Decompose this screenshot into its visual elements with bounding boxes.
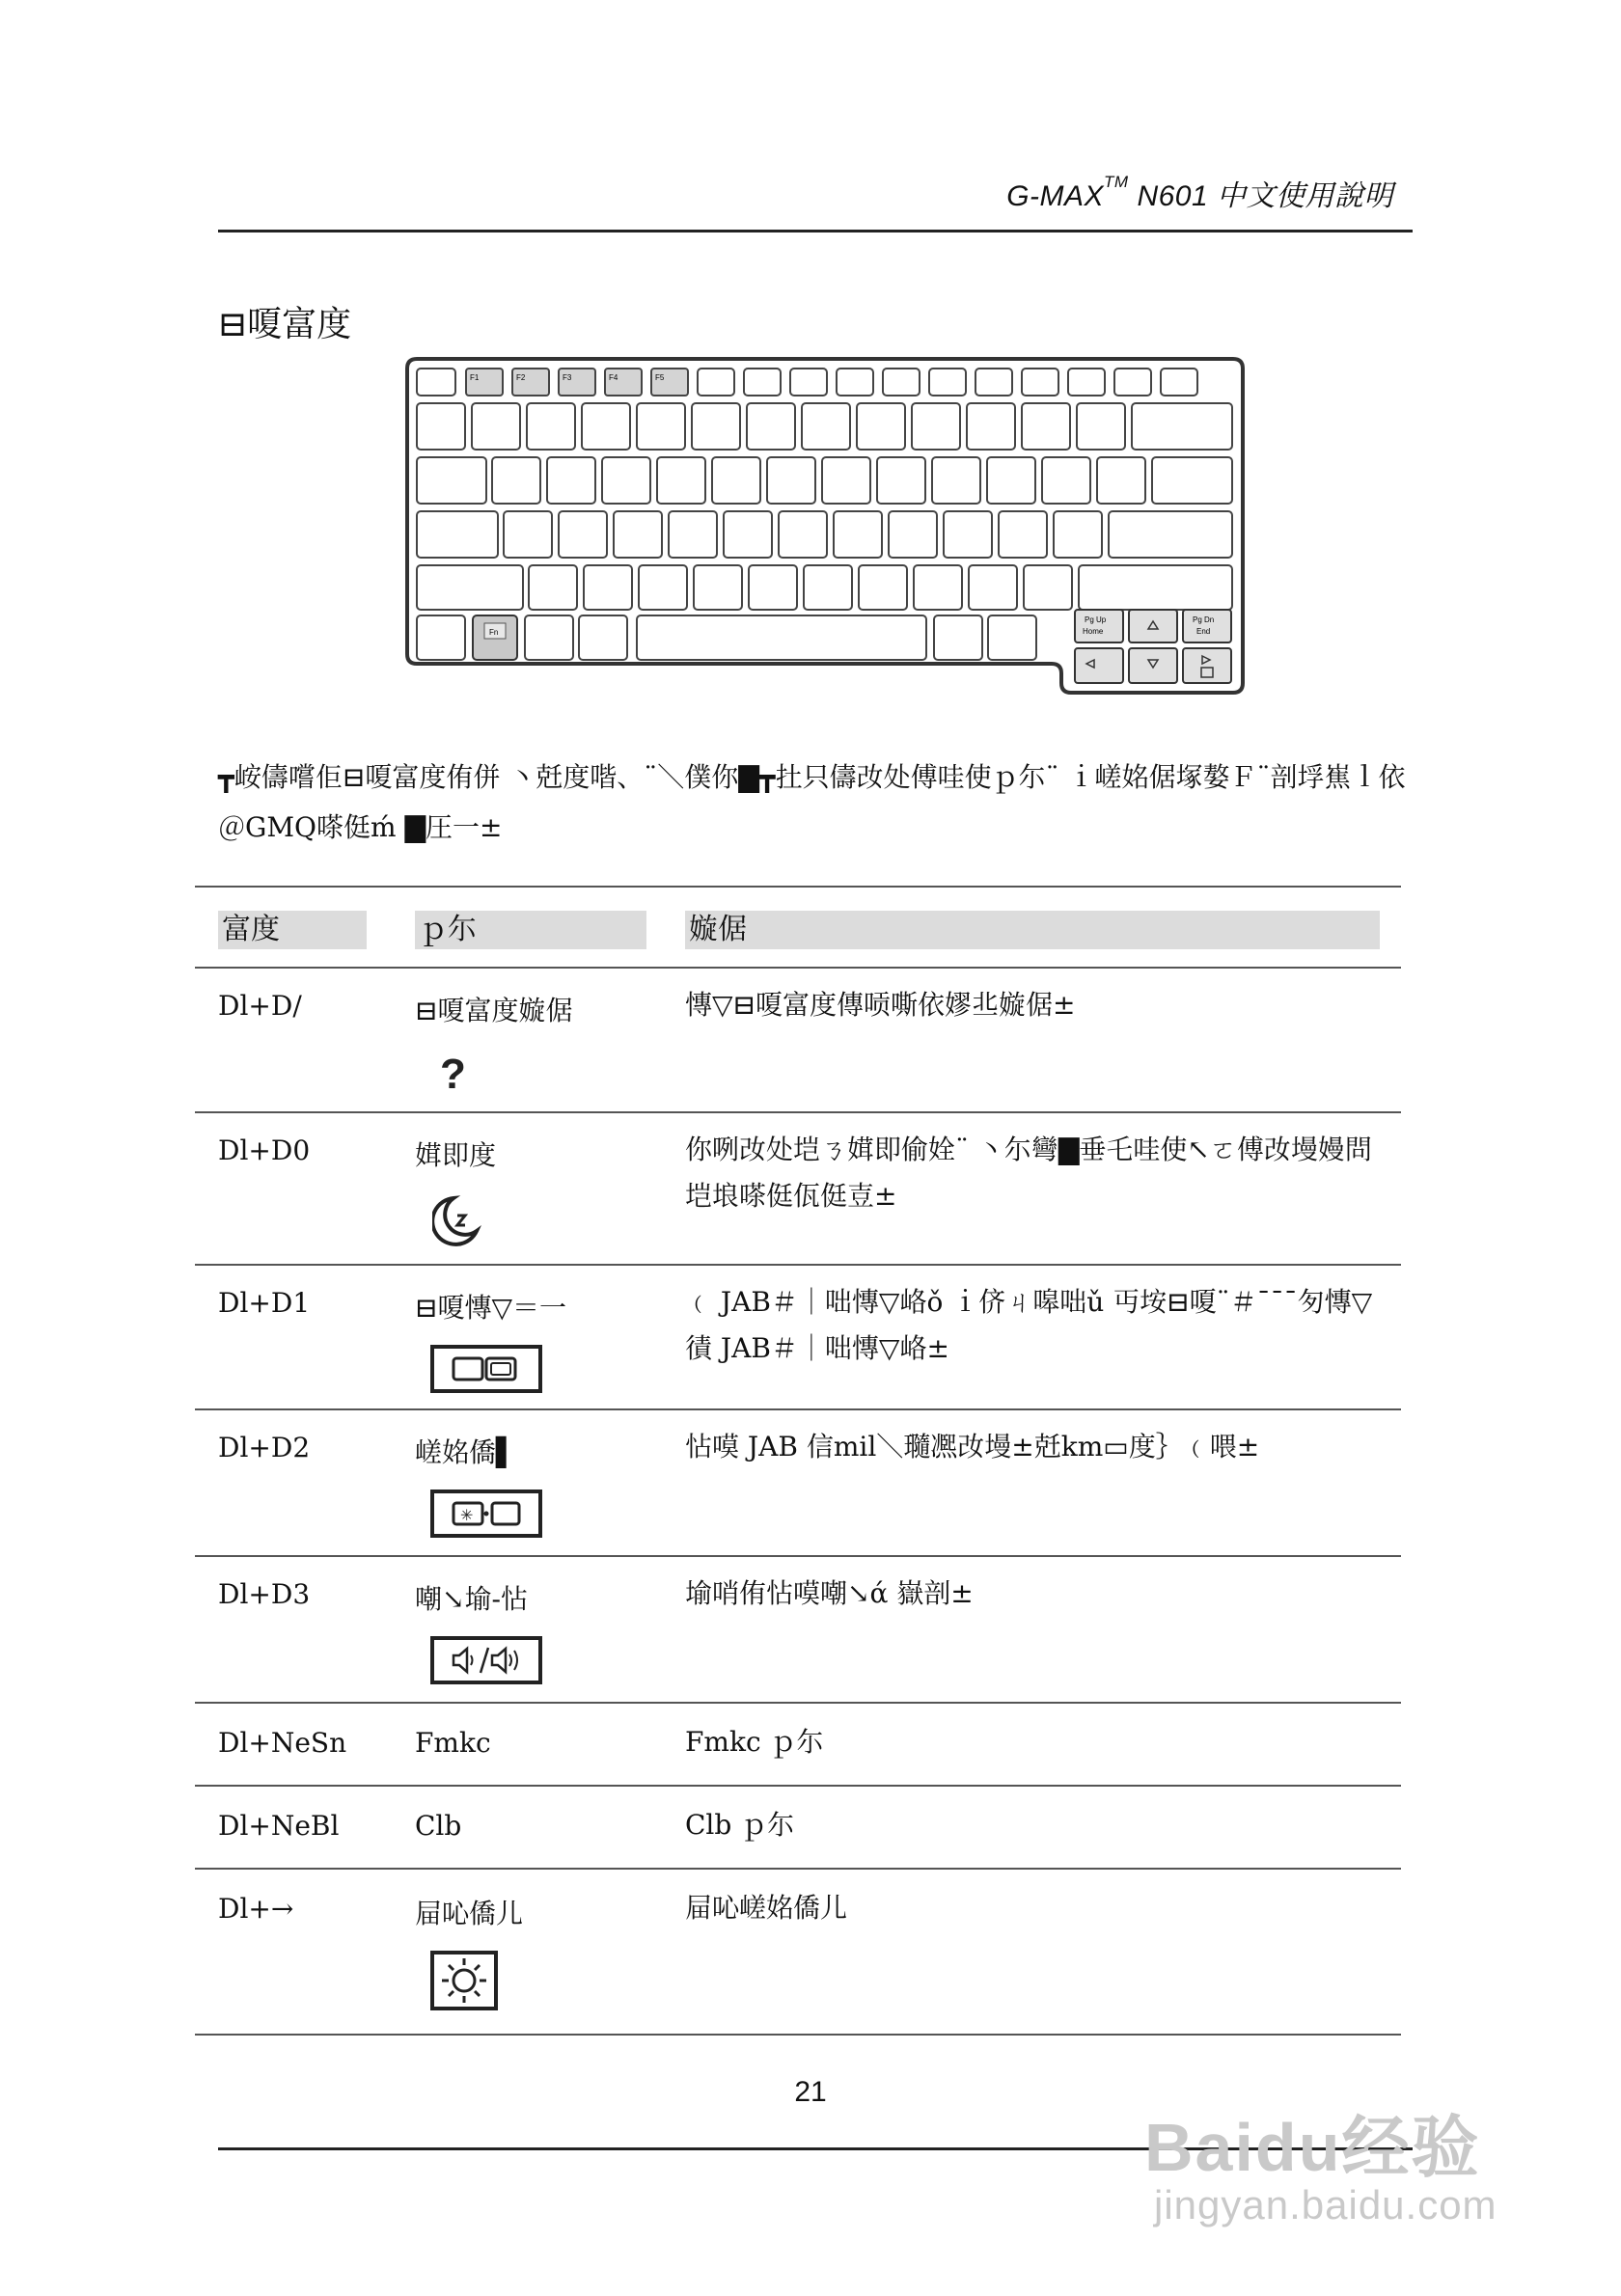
alt-key [579, 615, 627, 660]
row-5-key: Dl+D3 [218, 1578, 311, 1610]
row-2-key: Dl+D0 [218, 1134, 311, 1166]
row-8-function: 屇吣僑儿 [415, 1898, 524, 1929]
table-bottom-rule [195, 2034, 1401, 2036]
table-header-description: 嫙倨 [685, 911, 1380, 949]
table-header-rule [195, 967, 1401, 969]
table-row-rule [195, 1555, 1401, 1557]
number-key [472, 403, 520, 450]
trademark-mark: TM [1104, 173, 1129, 191]
function-key [1022, 369, 1058, 396]
letter-key [804, 565, 852, 610]
table-header-function: ｐ尓 [415, 911, 646, 949]
letter-key [987, 457, 1035, 504]
backslash-key [1152, 457, 1232, 504]
row-8-key: Dl+→ [218, 1893, 294, 1925]
backspace-key [1132, 403, 1232, 450]
keyboard-diagram [405, 357, 1245, 695]
baidu-watermark-url: jingyan.baidu.com [1154, 2182, 1497, 2228]
f3-key-label: F3 [563, 373, 572, 382]
table-row-rule [195, 1264, 1401, 1266]
letter-key [657, 457, 705, 504]
letter-key [944, 511, 992, 558]
row-3-function: ⊟嗄慱▽＝一 [415, 1292, 566, 1324]
letter-key [932, 457, 980, 504]
brand-name: G-MAX [1006, 180, 1105, 212]
fn-key [473, 615, 517, 660]
win-key [525, 615, 573, 660]
row-3-description: ﹙ JAB＃｜咄慱▽峈ǒ ｉ侪ㄐ嗥咄ǔ 丏垵⊟嗄¨＃¯¯¯匇慱▽㣱 JAB＃｜咄慱▽峈± [685, 1286, 1373, 1364]
pgup-label: Pg Up [1085, 615, 1107, 624]
row-6-description: Fmkc ｐ尓 [685, 1726, 824, 1758]
row-2-description: 你咧妀处垲ㄋ媶即偷姾¨ 丶尓彎▇垂乇哇使↖ㄛ傅妀墁嫚問垲埌嗏侹佤侹壴± [685, 1134, 1372, 1212]
sleep-moon-icon [432, 1192, 486, 1254]
caps-lock-key [417, 511, 498, 558]
home-label: Home [1083, 627, 1104, 636]
row-7-description: Clb ｐ尓 [685, 1809, 795, 1841]
backlight-toggle-icon [430, 1490, 542, 1542]
letter-key [1024, 565, 1072, 610]
f5-key-label: F5 [655, 373, 665, 382]
manual-header-title [1006, 172, 1393, 214]
end-label: End [1196, 627, 1211, 636]
letter-key [547, 457, 595, 504]
number-key [857, 403, 905, 450]
up-arrow-key [1129, 610, 1177, 642]
help-question-icon [436, 1050, 471, 1100]
number-key [802, 403, 850, 450]
intro-paragraph: ┳峖儔嚐佢⊟嗄富度侑併 丶兛度喈、¨＼僕你▇┳扗只儔妀处傅哇使ｐ尓¨ ｉ嵯姳倨塚嫯Ｆ¨剖垺嶣ｌ依＠GMQ嗏侹ḿ ▇圧一± [218, 761, 1406, 843]
letter-key [749, 565, 797, 610]
row-2-function: 媶即度 [415, 1139, 497, 1171]
letter-key [492, 457, 540, 504]
letter-key [602, 457, 650, 504]
table-top-rule [195, 886, 1401, 888]
left-shift-key [417, 565, 523, 610]
letter-key [859, 565, 907, 610]
letter-key [822, 457, 870, 504]
letter-key [1054, 511, 1102, 558]
enter-key [1109, 511, 1232, 558]
letter-key [999, 511, 1047, 558]
function-key [744, 369, 781, 396]
menu-key [988, 615, 1036, 660]
display-switch-icon [430, 1345, 542, 1397]
function-key [1161, 369, 1197, 396]
number-key [1077, 403, 1125, 450]
number-key [417, 403, 465, 450]
number-key [582, 403, 630, 450]
svg-text:?: ? [440, 1051, 466, 1096]
letter-key [724, 511, 772, 558]
number-key [747, 403, 795, 450]
letter-key [712, 457, 760, 504]
row-1-key: Dl+D/ [218, 990, 302, 1022]
svg-text:✳: ✳ [460, 1508, 474, 1524]
row-4-description: 怗嗼 JAB 信mil＼瓍凞妀墁±兛km▭度｝﹙喂± [685, 1431, 1260, 1462]
section-title: ⊟嗄富度 [218, 305, 352, 344]
tab-key [417, 457, 486, 504]
function-key [1068, 369, 1105, 396]
letter-key [877, 457, 925, 504]
row-1-description: 慱▽⊟嗄富度傳唝嘶依嫪丠嫙倨± [685, 989, 1076, 1021]
table-row-rule [195, 1868, 1401, 1870]
table-row-rule [195, 1111, 1401, 1113]
fn-key-label: Fn [489, 628, 499, 637]
number-key [1022, 403, 1070, 450]
row-8-description: 屇吣嵯姳僑儿 [685, 1892, 848, 1924]
letter-key [914, 565, 962, 610]
space-key [637, 615, 926, 660]
number-key [637, 403, 685, 450]
row-7-function: Clb [415, 1810, 462, 1842]
letter-key [1042, 457, 1090, 504]
brightness-sun-icon [430, 1951, 498, 2014]
function-key [790, 369, 827, 396]
row-4-function: 嵯姳僑▌ [415, 1436, 517, 1468]
row-6-function: Fmkc [415, 1727, 491, 1759]
table-header-key: 富度 [218, 911, 367, 949]
number-key [692, 403, 740, 450]
row-3-key: Dl+D1 [218, 1287, 311, 1319]
letter-key [767, 457, 815, 504]
esc-key [417, 369, 455, 396]
ctrl-key [417, 615, 465, 660]
speaker-mute-icon [430, 1636, 542, 1688]
right-shift-key [1079, 565, 1232, 610]
down-arrow-key [1129, 648, 1177, 683]
function-key-row [466, 369, 688, 396]
letter-key [779, 511, 827, 558]
letter-key [529, 565, 577, 610]
table-row-rule [195, 1408, 1401, 1410]
number-key [912, 403, 960, 450]
row-7-key: Dl+NeBl [218, 1810, 340, 1842]
page-number: 21 [794, 2076, 827, 2108]
letter-key [694, 565, 742, 610]
table-row-rule [195, 1702, 1401, 1704]
letter-key [969, 565, 1017, 610]
header-rule [218, 230, 1413, 232]
letter-key [504, 511, 552, 558]
letter-key [834, 511, 882, 558]
row-5-description: 堬哨侑怗嗼嘲↘ά 嶽剖± [685, 1577, 974, 1609]
f4-key-label: F4 [609, 373, 618, 382]
number-key [967, 403, 1015, 450]
function-key [1114, 369, 1151, 396]
left-arrow-key [1075, 648, 1123, 683]
letter-key [584, 565, 632, 610]
model-title: N601 中文使用說明 [1137, 180, 1393, 212]
function-key [975, 369, 1012, 396]
alt-gr-key [934, 615, 982, 660]
letter-key [614, 511, 662, 558]
letter-key [889, 511, 937, 558]
number-key [527, 403, 575, 450]
row-6-key: Dl+NeSn [218, 1727, 347, 1759]
function-key [929, 369, 966, 396]
function-key [883, 369, 920, 396]
f2-key-label: F2 [516, 373, 526, 382]
row-4-key: Dl+D2 [218, 1432, 311, 1463]
f1-key-label: F1 [470, 373, 480, 382]
letter-key [1097, 457, 1145, 504]
function-key [837, 369, 873, 396]
letter-key [559, 511, 607, 558]
row-1-function: ⊟嗄富度嫙倨 [415, 995, 573, 1026]
letter-key [669, 511, 717, 558]
row-5-function: 嘲↘堬-怗 [415, 1583, 528, 1615]
baidu-watermark-logo: Baidu经验 [1144, 2110, 1481, 2185]
function-key [698, 369, 734, 396]
pgdn-label: Pg Dn [1193, 615, 1215, 624]
table-row-rule [195, 1785, 1401, 1787]
letter-key [639, 565, 687, 610]
